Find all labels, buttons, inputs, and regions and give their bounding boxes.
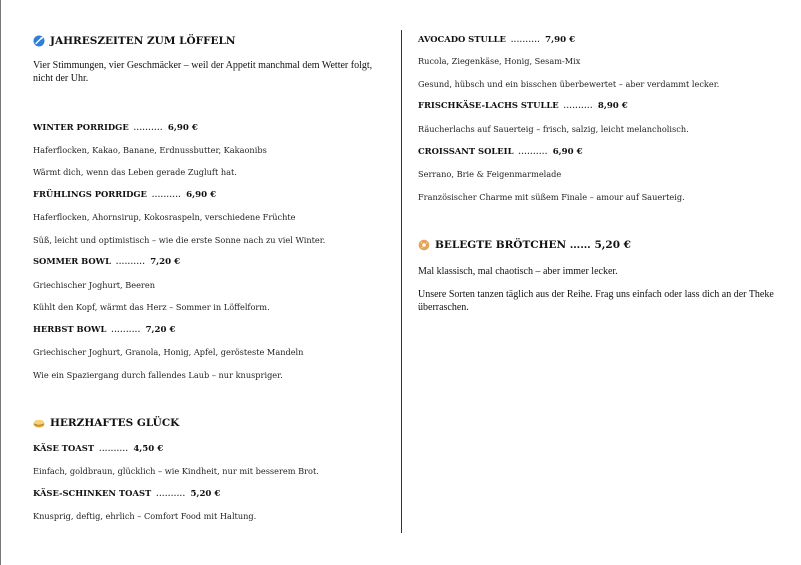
page-edge xyxy=(0,0,1,565)
item-tagline: Gesund, hübsch und ein bisschen überbewertet – aber verdammt lecker. xyxy=(418,79,720,89)
item-title: WINTER PORRIDGE xyxy=(33,122,129,132)
item-price: 7,20 € xyxy=(150,257,181,267)
menu-item-name xyxy=(33,443,163,454)
item-title: KÄSE-SCHINKEN TOAST xyxy=(33,488,152,498)
item-dots: .......... xyxy=(115,257,146,266)
item-ingredients: Griechischer Joghurt, Granola, Honig, Apfel, gerösteste Mandeln xyxy=(33,347,304,357)
section-title-text: HERZHAFTES GLÜCK xyxy=(50,417,180,429)
menu-item-name xyxy=(33,256,180,267)
menu-item-name xyxy=(33,324,175,335)
item-dots: .......... xyxy=(510,35,541,44)
spoon-bowl-icon xyxy=(33,35,45,47)
menu-item-name xyxy=(418,34,575,45)
item-dots: .......... xyxy=(111,325,141,334)
section-intro: Vier Stimmungen, vier Geschmäcker – weil der Appetit manchmal dem Wetter folgt, nicht der Uhr. xyxy=(33,60,373,84)
item-ingredients: Rucola, Ziegenkäse, Honig, Sesam-Mix xyxy=(418,56,581,66)
item-title: KÄSE TOAST xyxy=(33,443,95,453)
item-dots: .......... xyxy=(133,123,163,132)
item-title: AVOCADO STULLE xyxy=(418,34,506,44)
item-price: 7,20 € xyxy=(145,325,176,335)
item-price: 6,90 € xyxy=(167,123,198,133)
menu-item-name xyxy=(418,100,628,111)
item-ingredients: Griechischer Joghurt, Beeren xyxy=(33,280,155,290)
bagel-icon xyxy=(418,239,430,251)
item-tagline: Französischer Charme mit süßem Finale – amour auf Sauerteig. xyxy=(418,192,685,202)
section-title-text: JAHRESZEITEN ZUM LÖFFELN xyxy=(50,35,236,47)
item-dots: .......... xyxy=(151,190,182,199)
section-title-herzhaft xyxy=(33,417,179,429)
section-title-loeffeln xyxy=(33,35,236,47)
item-tagline: Süß, leicht und optimistisch – wie die erste Sonne nach zu viel Winter. xyxy=(33,235,326,245)
column-divider xyxy=(401,30,402,533)
item-tagline: Einfach, goldbraun, glücklich – wie Kindheit, nur mit besserem Brot. xyxy=(33,466,319,476)
item-price: 4,50 € xyxy=(133,444,164,454)
section-title-broetchen xyxy=(418,239,631,251)
item-title: FRÜHLINGS PORRIDGE xyxy=(33,189,147,199)
section-line: Mal klassisch, mal chaotisch – aber immer lecker. xyxy=(418,266,618,277)
item-dots: .......... xyxy=(99,444,129,453)
menu-item-name xyxy=(33,488,220,499)
menu-item-name xyxy=(418,146,583,157)
item-price: 8,90 € xyxy=(597,101,628,111)
item-ingredients: Haferflocken, Ahornsirup, Kokosraspeln, verschiedene Früchte xyxy=(33,212,296,222)
item-title: FRISCHKÄSE-LACHS STULLE xyxy=(418,100,559,110)
toast-icon xyxy=(33,417,45,429)
item-dots: .......... xyxy=(518,147,548,156)
section-title-text: BELEGTE BRÖTCHEN …… 5,20 € xyxy=(435,239,631,251)
menu-item-name xyxy=(33,189,216,200)
item-ingredients: Serrano, Brie & Feigenmarmelade xyxy=(418,169,562,179)
section-intro: Unsere Sorten tanzen täglich aus der Reihe. Frag uns einfach oder lass dich an der Theke überraschen. xyxy=(418,289,774,313)
item-tagline: Wie ein Spaziergang durch fallendes Laub – nur knuspriger. xyxy=(33,370,283,380)
item-ingredients: Haferflocken, Kakao, Banane, Erdnussbutter, Kakaonibs xyxy=(33,145,267,155)
item-tagline: Räucherlachs auf Sauerteig – frisch, salzig, leicht melancholisch. xyxy=(418,124,689,134)
item-price: 6,90 € xyxy=(552,147,583,157)
item-tagline: Kühlt den Kopf, wärmt das Herz – Sommer in Löffelform. xyxy=(33,302,270,312)
item-price: 6,90 € xyxy=(186,190,217,200)
item-title: CROISSANT SOLEIL xyxy=(418,146,514,156)
item-title: HERBST BOWL xyxy=(33,324,107,334)
menu-item-name xyxy=(33,122,198,133)
item-title: SOMMER BOWL xyxy=(33,256,111,266)
item-price: 7,90 € xyxy=(545,35,576,45)
item-dots: .......... xyxy=(563,101,593,110)
item-tagline: Knusprig, deftig, ehrlich – Comfort Food mit Haltung. xyxy=(33,511,257,521)
item-dots: .......... xyxy=(156,489,186,498)
item-tagline: Wärmt dich, wenn das Leben gerade Zugluft hat. xyxy=(33,167,237,177)
item-price: 5,20 € xyxy=(190,489,221,499)
